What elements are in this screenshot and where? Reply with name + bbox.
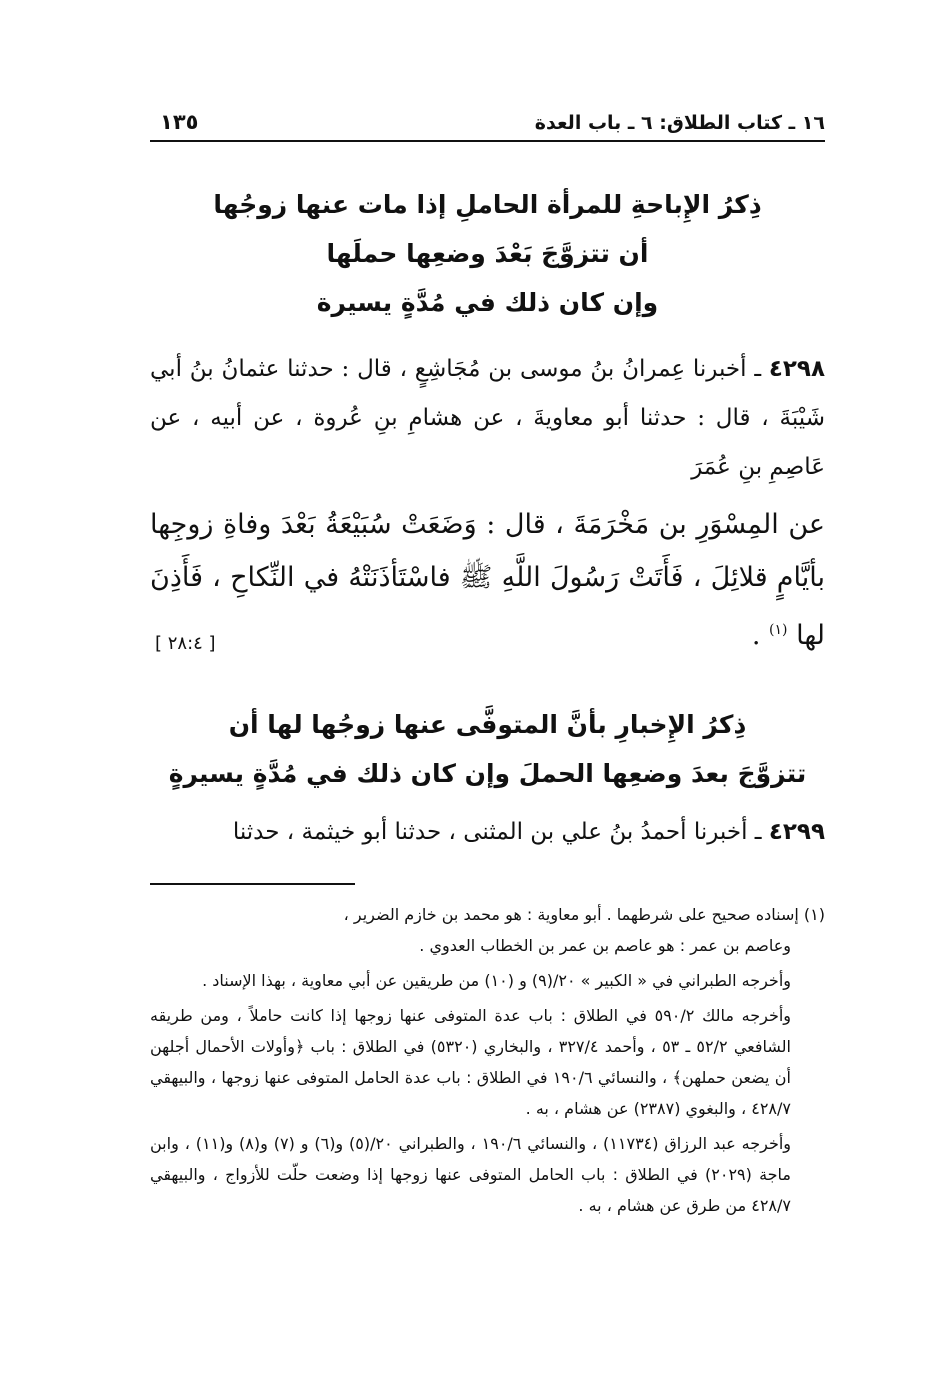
hadith-4298-matn-block [150,498,825,662]
page-number: ١٣٥ [160,110,199,134]
footnote-paragraph [150,1128,825,1221]
hadith-number: ٤٢٩٩ [768,819,825,845]
volume-reference: [ ٢٨:٤ ] [155,633,216,654]
chapter-heading-2 [150,700,825,798]
footnote-separator [150,883,355,885]
footnote-1 [150,899,825,961]
heading-1-line-1: ذِكرُ الإِباحةِ للمرأة الحاملِ إذا مات عنها زوجُها [213,190,762,219]
footnote-1-paragraph-3: وأخرجه مالك ٥٩٠/٢ في الطلاق : باب عدة المتوفى عنها زوجها إذا كانت حاملاً ، ومن طريقه الشافعي ٥٢/٢ ـ ٥٣ ، وأحمد ٣٢٧/٤ ، والبخاري (٥٣٢٠) في الطلاق : باب ﴿وأولات الأحمال أجلهن أن يضعن حملهن﴾ ، والنسائي ١٩٠/٦ في الطلاق : باب عدة الحامل المتوفى عنها زوجها ، والبيهقي ٤٢٨/٧ ، والبغوي (٢٣٨٧) عن هشام ، به . [150,1006,791,1118]
hadith-end-mark: . [751,620,770,651]
hadith-4299 [150,808,825,857]
footnote-1-paragraph-2: وأخرجه الطبراني في « الكبير » ٢٠/(٩) و (١٠) من طريقين عن أبي معاوية ، بهذا الإسناد . [202,971,791,990]
heading-2-line-1: ذِكرُ الإِخبارِ بأنَّ المتوفَّى عنها زوجُها لها أن [228,710,747,739]
footnote-paragraph [150,965,825,996]
chapter-heading-1 [150,180,825,327]
footnote-paragraph [150,1000,825,1124]
hadith-4298-isnad [150,345,825,492]
heading-2-line-2: تتزوَّجَ بعدَ وضعِها الحملَ وإن كان ذلك في مُدَّةٍ يسيرةٍ [168,759,807,788]
hadith-isnad-text: ـ أخبرنا عِمرانُ بنُ موسى بن مُجَاشِعٍ ، قال : حدثنا عثمانُ بنُ أبي شَيْبَةَ ، قال : حدثنا أبو معاويةَ ، عن هشامِ بنِ عُروة ، عن أبيه ، عن عَاصِمِ بنِ عُمَرَ [150,356,825,480]
footnote-1-paragraph-4: وأخرجه عبد الرزاق (١١٧٣٤) ، والنسائي ١٩٠/٦ ، والطبراني ٢٠/(٥) و(٦) و (٧) و(٨) و(١١) ، وابن ماجة (٢٠٢٩) في الطلاق : باب الحامل المتوفى عنها زوجها إذا وضعت حلّت للأزواج ، والبيهقي ٤٢٨/٧ من طرق عن هشام ، به . [150,1134,792,1215]
footnotes [150,899,825,1221]
book-page [150,100,825,1225]
hadith-4298-matn [150,498,825,662]
footnote-1-line-2: وعاصم بن عمر : هو عاصم بن عمر بن الخطاب العدوي . [419,936,791,955]
page-header [150,100,825,142]
heading-1-line-3: وإن كان ذلك في مُدَّةٍ يسيرة [316,288,659,317]
heading-1-line-2: أن تتزوَّجَ بَعْدَ وضعِها حملَها [326,239,649,268]
running-title: ١٦ ـ كتاب الطلاق: ٦ ـ باب العدة [534,112,825,134]
hadith-matn-text: عن المِسْوَرِ بن مَخْرَمَةَ ، قال : وَضَعَتْ سُبَيْعَةُ بَعْدَ وفاةِ زوجِها بأيَّامٍ قلائِلَ ، فَأَتَتْ رَسُولَ اللَّهِ ﷺ فاسْتَأذَنَتْهُ في النِّكاحِ ، فَأَذِنَ لها [150,509,825,651]
hadith-number: ٤٢٩٨ [768,356,825,382]
footnote-marker: (١) [769,622,788,638]
footnote-1-line-1: (١) إسناده صحيح على شرطهما . أبو معاوية : هو محمد بن خازم الضرير ، [343,905,825,924]
hadith-4299-text: ـ أخبرنا أحمدُ بنُ علي بن المثنى ، حدثنا أبو خيثمة ، حدثنا [232,819,769,845]
